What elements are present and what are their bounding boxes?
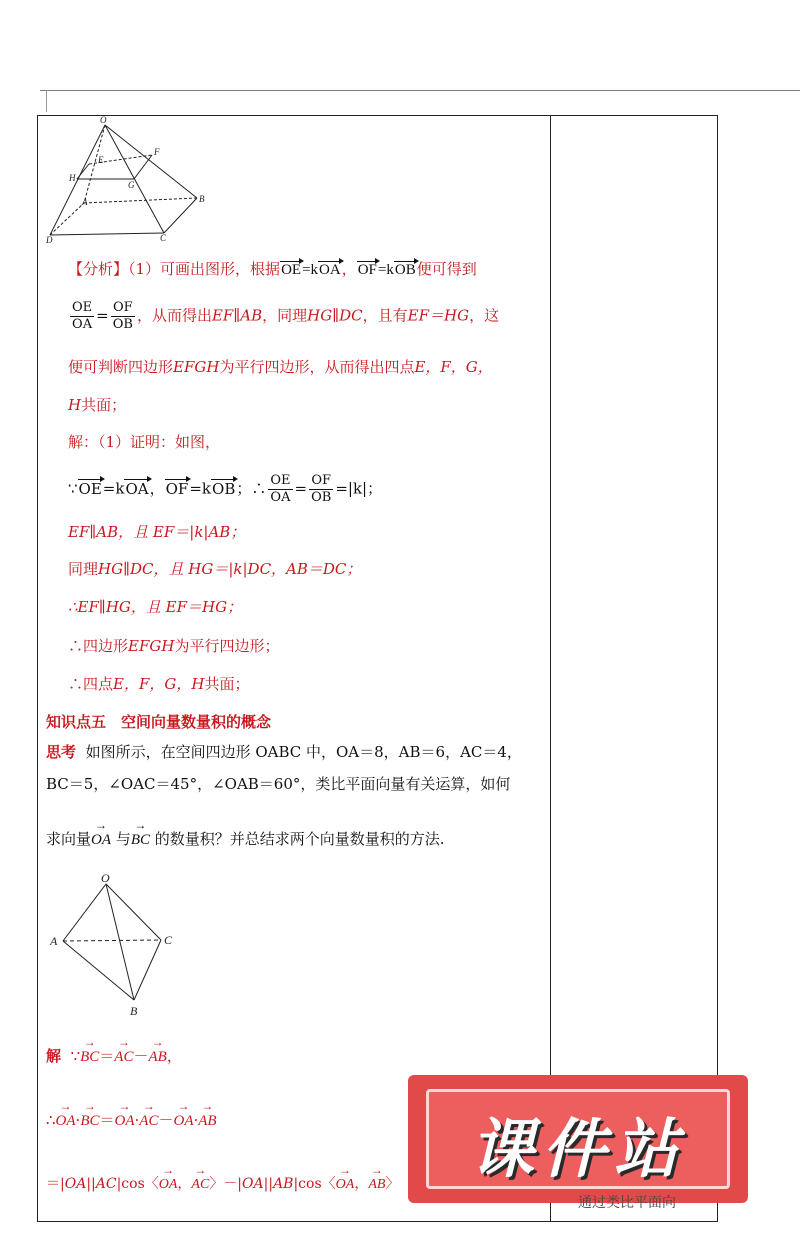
equals-sign: =: [294, 479, 308, 498]
analysis-text: 便可判断四边形: [68, 358, 174, 376]
math-text: ||: [86, 1176, 96, 1192]
vector-of: OF: [165, 479, 189, 498]
vector-oa: → OA: [173, 1113, 193, 1130]
math-text: |cos〈: [116, 1176, 159, 1192]
point-label-h: H: [69, 173, 76, 183]
fraction-denominator: OA: [72, 317, 93, 332]
solution-text: 为平行四边形；: [174, 637, 280, 655]
think-text: 与: [115, 830, 131, 848]
math-expression: H: [68, 396, 82, 414]
math-text: ，: [354, 1176, 369, 1192]
tetrahedron-figure: [46, 870, 186, 1020]
equals-sign: ＝: [99, 1047, 115, 1065]
fraction-denominator: OB: [112, 317, 133, 332]
vector-oa: → OA: [56, 1113, 76, 1130]
point-label-a: A: [50, 934, 58, 948]
because-symbol: ∵: [70, 1047, 81, 1065]
math-text: ，: [177, 1176, 192, 1192]
dot-product: ·: [193, 1111, 199, 1129]
vector-ab: → AB: [148, 1049, 166, 1066]
think-text: 求向量: [46, 830, 92, 848]
solution2-line-3: [46, 1173, 399, 1193]
analysis-line-2: [68, 300, 499, 333]
point-label-d: D: [46, 235, 53, 245]
vector-ab: AB: [273, 1176, 294, 1192]
equals-k: =k: [302, 262, 319, 278]
fraction-oe-oa: [70, 300, 94, 333]
dot-product: ·: [134, 1111, 140, 1129]
point-label-b: B: [199, 194, 205, 204]
vector-ac: AC: [95, 1176, 117, 1192]
because-symbol: ∵: [68, 479, 78, 498]
analysis-text: 为平行四边形，从而得出四点: [219, 358, 415, 376]
think-text: 的数量积？并总结求两个向量数量积的方法.: [154, 830, 445, 848]
stamp-inner-box: [426, 1089, 730, 1189]
fraction-numerator: OF: [309, 473, 333, 490]
minus-sign: －: [158, 1111, 174, 1129]
therefore-symbol: ∴: [46, 1111, 56, 1129]
vector-oa: OA: [319, 262, 341, 278]
vector-ab: → AB: [368, 1177, 385, 1193]
fraction-numerator: OF: [111, 300, 135, 317]
fraction-oe-oa: [268, 473, 292, 506]
solution2-line-1: [46, 1045, 182, 1066]
solution-text: 共面；: [204, 675, 250, 693]
abs-k: =|k|；: [335, 479, 383, 498]
solution1-line-5: ∴EF∥HG，且 EF＝HG；: [68, 598, 243, 616]
equals-sign: ＝: [99, 1111, 115, 1129]
solution-text: ∴四点: [68, 675, 114, 693]
math-expression: EFGH: [173, 358, 220, 376]
point-label-b: B: [130, 1004, 138, 1018]
minus-sign: －: [133, 1047, 149, 1065]
analysis-text: ，且有: [362, 306, 408, 325]
analysis-text: 共面；: [81, 396, 127, 414]
comma: ，: [341, 260, 357, 278]
truncated-right-column-text: 通过类比平面向: [578, 1195, 676, 1211]
vector-oe: OE: [281, 262, 302, 278]
solution-text: ∴四边形: [68, 637, 129, 655]
solution1-line-6: [68, 635, 279, 656]
watermark-text: 课件站: [470, 1113, 686, 1187]
watermark-stamp: [408, 1065, 748, 1213]
equals-k: =k: [102, 479, 125, 498]
analysis-line-1: [68, 258, 477, 279]
vector-ob: OB: [394, 262, 416, 278]
point-label-o: O: [100, 115, 107, 125]
solution1-line-7: [68, 673, 249, 694]
vector-of: OF: [357, 262, 377, 278]
vector-bc: → BC: [131, 832, 150, 849]
fraction-numerator: OE: [270, 473, 291, 488]
vector-oa: OA: [64, 1176, 87, 1192]
pyramid-figure: [42, 115, 217, 245]
vector-oa: OA: [125, 479, 149, 498]
think-line-2: BC＝5，∠OAC＝45°，∠OAB＝60°，类比平面向量有关运算，如何: [46, 775, 511, 793]
point-label-c: C: [164, 933, 173, 947]
point-label-o: O: [101, 871, 110, 885]
analysis-text: ，这: [469, 306, 500, 325]
analysis-tag: 【分析】: [68, 260, 129, 278]
equals-sign: =: [96, 306, 109, 325]
fraction-of-ob: [309, 473, 333, 506]
solution-text: [71, 1047, 182, 1065]
point-label-e: E: [98, 155, 104, 165]
math-text: ＝|: [46, 1176, 65, 1192]
math-expression: EFGH: [128, 637, 175, 655]
math-expression: HG∥DC: [307, 306, 363, 325]
vector-ac: → AC: [114, 1049, 133, 1066]
analysis-text: ，同理: [262, 306, 308, 325]
analysis-text: 便可得到: [416, 260, 477, 278]
solution-text: 同理: [68, 560, 99, 578]
point-label-g: G: [128, 180, 135, 190]
fraction-denominator: OA: [270, 490, 291, 505]
solution2-line-2: [46, 1109, 217, 1130]
section-heading: 知识点五 空间向量数量积的概念: [46, 713, 272, 731]
vector-oa: OA: [242, 1176, 264, 1192]
equals-k: =k: [189, 479, 212, 498]
comma: ，: [149, 479, 165, 498]
therefore-symbol: ∴: [251, 479, 267, 498]
solution1-line-2: [68, 473, 382, 506]
math-text: ||: [263, 1176, 274, 1192]
page-header-rule: [40, 90, 800, 91]
vector-ab: → AB: [198, 1113, 216, 1130]
math-text: 〉: [385, 1176, 400, 1192]
vector-bc: → BC: [80, 1113, 99, 1130]
page-corner-mark: [40, 90, 47, 112]
vector-oa: → OA: [91, 832, 111, 849]
analysis-text: ，从而得出: [136, 306, 212, 325]
analysis-text: （1）可画出图形，根据: [128, 260, 281, 278]
fraction-of-ob: [111, 300, 135, 333]
math-expression: E，F，G，: [414, 358, 493, 376]
think-line-1: [46, 741, 522, 762]
point-label-f: F: [154, 147, 160, 157]
point-label-a: A: [82, 197, 88, 207]
math-text: |cos〈: [293, 1176, 336, 1192]
solution1-line-3: EF∥AB，且 EF＝|k|AB；: [68, 523, 246, 541]
fraction-numerator: OE: [72, 300, 93, 315]
equals-k: =k: [377, 262, 394, 278]
think-label: 思考: [46, 743, 77, 761]
vector-oa: → OA: [336, 1177, 355, 1193]
math-expression: E，F，G，H: [113, 675, 205, 693]
table-column-divider: [550, 115, 551, 1222]
vector-oe: OE: [78, 479, 102, 498]
vector-oa: → OA: [159, 1177, 178, 1193]
think-text: 如图所示，在空间四边形 OABC 中，OA＝8，AB＝6，AC＝4，: [85, 743, 522, 761]
vector-ac: → AC: [191, 1177, 209, 1193]
math-text: 〉－|: [209, 1176, 243, 1192]
vector-ob: OB: [212, 479, 236, 498]
vector-bc: → BC: [80, 1049, 99, 1066]
solution-label: 解: [46, 1047, 62, 1065]
dot-product: ·: [75, 1111, 81, 1129]
comma: ，: [166, 1047, 182, 1065]
solution1-line-4: [68, 558, 361, 579]
math-expression: EF∥AB: [211, 306, 263, 325]
analysis-line-3: [68, 356, 493, 377]
point-label-c: C: [160, 233, 167, 243]
semicolon: ；: [236, 479, 252, 498]
analysis-line-4: [68, 394, 126, 415]
solution1-line-1: 解：（1）证明：如图，: [68, 433, 221, 451]
math-expression: EF＝HG: [407, 306, 470, 325]
math-expression: HG∥DC，且 HG＝|k|DC，AB＝DC；: [98, 560, 362, 578]
think-line-3: [46, 828, 445, 849]
vector-ac: → AC: [139, 1113, 158, 1130]
fraction-denominator: OB: [311, 490, 332, 505]
vector-oa: → OA: [115, 1113, 135, 1130]
